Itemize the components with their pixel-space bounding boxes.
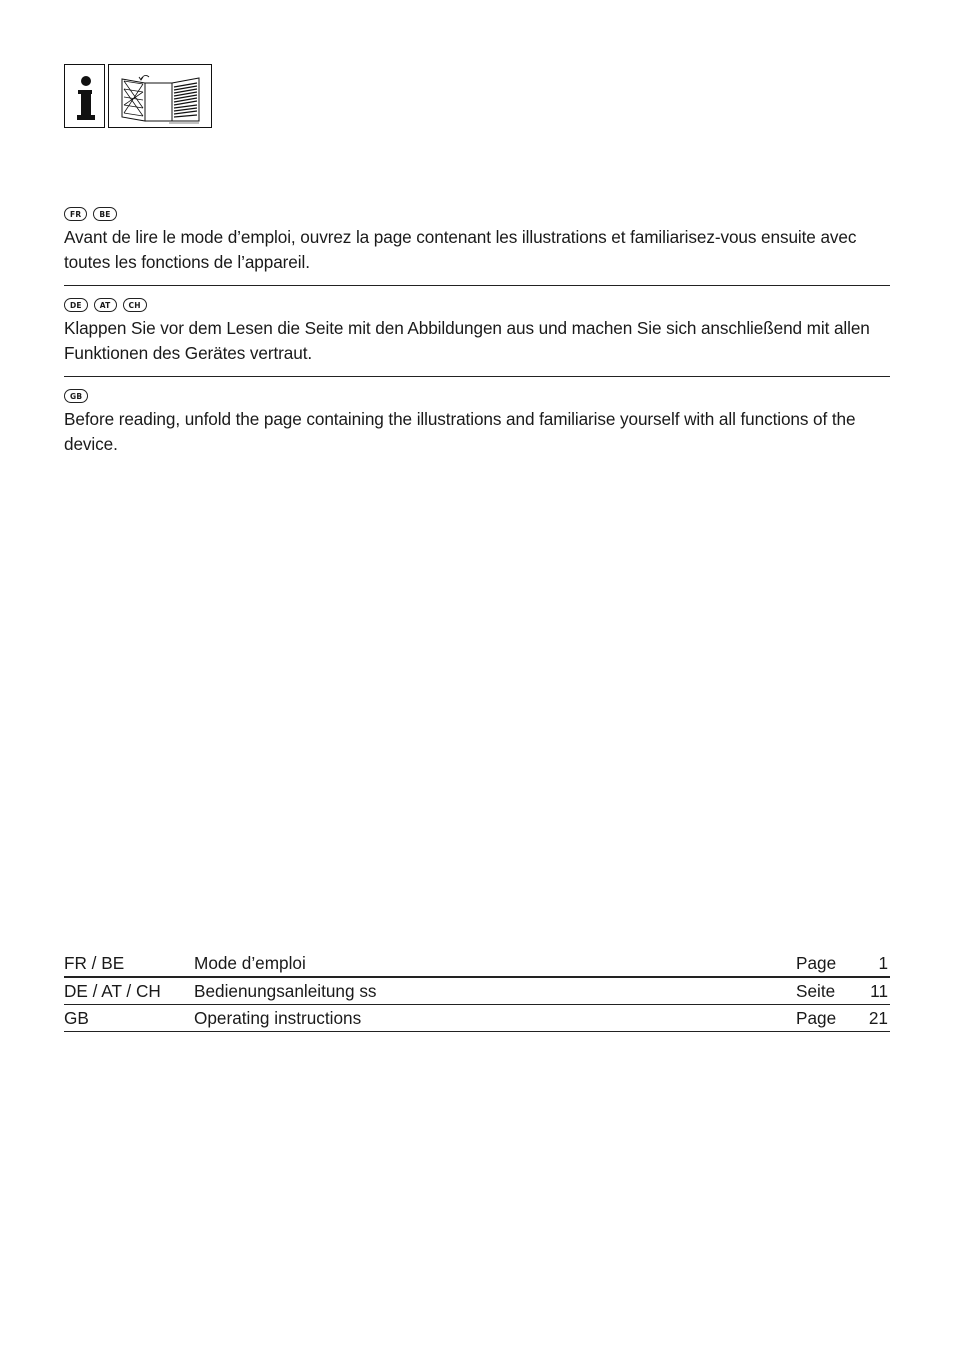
toc-language-code: FR / BE	[64, 953, 125, 973]
toc-title: Bedienungsanleitung ss	[194, 981, 377, 1001]
toc-page-word: Page	[796, 1008, 837, 1028]
table-of-contents	[64, 950, 890, 1032]
flag-be: BE	[93, 207, 116, 221]
flag-fr: FR	[64, 207, 87, 221]
language-flags	[64, 388, 890, 404]
toc-page-number: 1	[878, 953, 888, 973]
toc-language-code: GB	[64, 1008, 89, 1028]
section-fr-be	[64, 206, 890, 275]
toc-row[interactable]	[64, 978, 890, 1005]
toc-row[interactable]	[64, 1005, 890, 1032]
toc-page-word: Seite	[796, 981, 836, 1001]
section-de-at-ch	[64, 297, 890, 366]
toc-title: Operating instructions	[194, 1008, 362, 1028]
flag-ch: CH	[123, 298, 147, 312]
toc-page-number: 21	[868, 1008, 888, 1028]
instruction-text-gb: Before reading, unfold the page containing the illustrations and familiarise yourself with all functions of the device.	[64, 409, 856, 454]
divider	[64, 285, 890, 286]
language-flags	[64, 297, 890, 313]
divider	[64, 376, 890, 377]
flag-at: AT	[94, 298, 117, 312]
instruction-text-fr: Avant de lire le mode d’emploi, ouvrez la page contenant les illustrations et familiarisez-vous ensuite avec toutes les fonctions de l’appareil.	[64, 227, 857, 272]
toc-title: Mode d’emploi	[194, 953, 306, 973]
instruction-text-de: Klappen Sie vor dem Lesen die Seite mit den Abbildungen aus und machen Sie sich anschließend mit allen Funktionen des Gerätes vertraut.	[64, 318, 870, 363]
section-gb	[64, 388, 890, 457]
flag-gb: GB	[64, 389, 88, 403]
fold-out-page-icon	[108, 64, 212, 128]
language-flags	[64, 206, 890, 222]
info-icon	[64, 64, 105, 128]
toc-page-number: 11	[870, 981, 888, 1001]
toc-row[interactable]	[64, 950, 890, 978]
toc-page-word: Page	[796, 953, 837, 973]
toc-language-code: DE / AT / CH	[64, 981, 161, 1001]
flag-de: DE	[64, 298, 88, 312]
